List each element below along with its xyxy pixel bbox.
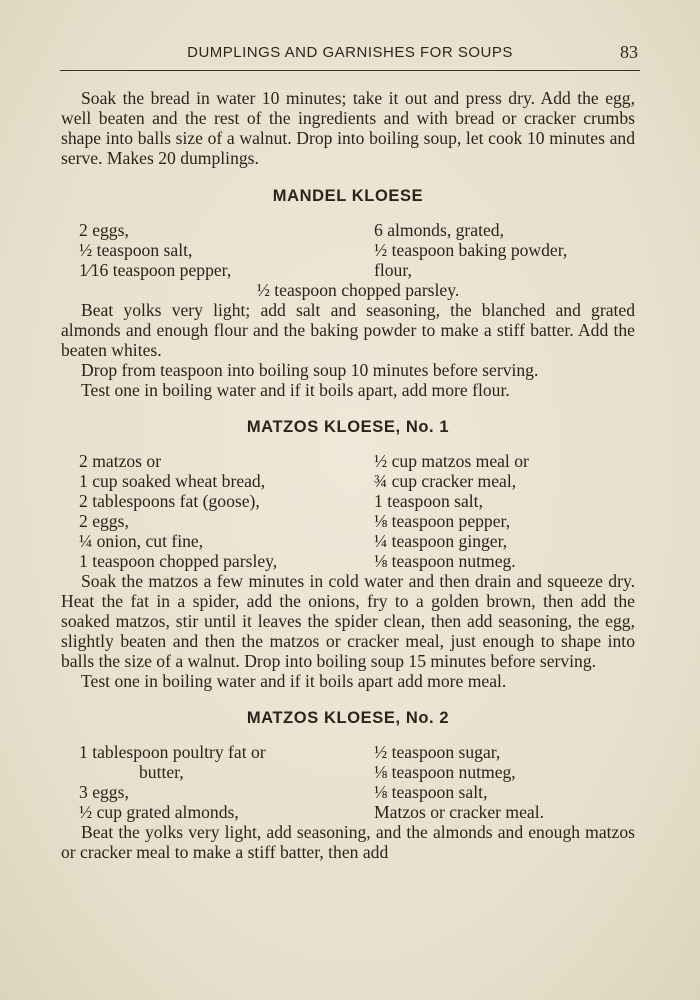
- intro-paragraph: Soak the bread in water 10 minutes; take it out and press dry. Add the egg, well beaten and the rest of the ingredients and with bread or cracker crumbs shape into balls size of a walnut. Drop into boiling soup, let cook 10 minutes and serve. Makes 20 dumplings.: [61, 88, 635, 168]
- ingredients-left-column: [79, 451, 374, 571]
- ingredient-line: ⅛ teaspoon salt,: [374, 782, 488, 802]
- ingredient-line: 2 eggs,: [79, 511, 129, 531]
- ingredient-line-centered: ½ teaspoon chopped parsley.: [256, 280, 460, 300]
- recipe-title-matzos-kloese-2: MATZOS KLOESE, No. 2: [246, 709, 450, 727]
- ingredient-line: 2 eggs,: [79, 220, 129, 240]
- ingredient-line: ½ teaspoon baking powder,: [374, 240, 568, 260]
- ingredients-right-column: [374, 451, 635, 571]
- ingredients-right-column: [374, 742, 635, 822]
- method-paragraph: Test one in boiling water and if it boils apart, add more flour.: [81, 380, 510, 400]
- method-paragraph: Beat yolks very light; add salt and seasoning, the blanched and grated almonds and enough flour and the baking powder to make a stiff batter. Add the beaten whites.: [61, 300, 635, 360]
- method-paragraph: Beat the yolks very light, add seasoning, and the almonds and enough matzos or cracker meal to make a stiff batter, then add: [61, 822, 635, 862]
- ingredient-line: ½ cup matzos meal or: [374, 451, 529, 471]
- ingredient-line: ⅛ teaspoon nutmeg.: [374, 551, 516, 571]
- ingredient-line: ½ teaspoon salt,: [79, 240, 193, 260]
- ingredient-line: ¾ cup cracker meal,: [374, 471, 517, 491]
- method-paragraph: Drop from teaspoon into boiling soup 10 minutes before serving.: [81, 360, 539, 380]
- ingredient-line: 1 cup soaked wheat bread,: [79, 471, 266, 491]
- ingredients-mandel-kloese: [79, 220, 635, 280]
- ingredient-line: ½ teaspoon sugar,: [374, 742, 501, 762]
- recipe-title-matzos-kloese-1: MATZOS KLOESE, No. 1: [246, 418, 450, 436]
- ingredient-line: 1 teaspoon salt,: [374, 491, 483, 511]
- running-title: DUMPLINGS AND GARNISHES FOR SOUPS: [187, 44, 513, 61]
- ingredient-line: ⅛ teaspoon nutmeg,: [374, 762, 516, 782]
- ingredients-left-column: [79, 220, 374, 280]
- ingredients-matzos-kloese-1: [79, 451, 635, 571]
- ingredient-line: flour,: [374, 260, 412, 280]
- ingredient-line: 2 tablespoons fat (goose),: [79, 491, 260, 511]
- ingredient-line: 1 tablespoon poultry fat or: [79, 742, 266, 762]
- page-number: 83: [620, 42, 638, 62]
- recipe-title-mandel-kloese: MANDEL KLOESE: [272, 187, 424, 205]
- ingredient-line: ½ cup grated almonds,: [79, 802, 239, 822]
- ingredients-matzos-kloese-2: [79, 742, 635, 822]
- ingredient-line-continued: butter,: [139, 762, 184, 782]
- ingredient-line: ⅛ teaspoon pepper,: [374, 511, 511, 531]
- ingredient-line: 1 teaspoon chopped parsley,: [79, 551, 278, 571]
- ingredient-line: 2 matzos or: [79, 451, 162, 471]
- ingredient-line: 1⁄16 teaspoon pepper,: [79, 260, 232, 280]
- page-content: [61, 88, 635, 862]
- ingredient-line: ¼ teaspoon ginger,: [374, 531, 508, 551]
- ingredient-line: Matzos or cracker meal.: [374, 802, 544, 822]
- ingredient-line: 6 almonds, grated,: [374, 220, 504, 240]
- running-head: [60, 44, 640, 71]
- ingredients-right-column: [374, 220, 635, 280]
- ingredient-line: ¼ onion, cut fine,: [79, 531, 204, 551]
- ingredient-line: 3 eggs,: [79, 782, 129, 802]
- method-paragraph: Test one in boiling water and if it boils apart add more meal.: [81, 671, 507, 691]
- ingredients-left-column: [79, 742, 374, 822]
- method-paragraph: Soak the matzos a few minutes in cold water and then drain and squeeze dry. Heat the fat in a spider, add the onions, fry to a golden brown, then add the soaked matzos, stir until it leaves the spider clean, then add seasoning, the egg, slightly beaten and then the matzos or cracker meal, just enough to shape into balls the size of a walnut. Drop into boiling soup 15 minutes before serving.: [61, 571, 635, 671]
